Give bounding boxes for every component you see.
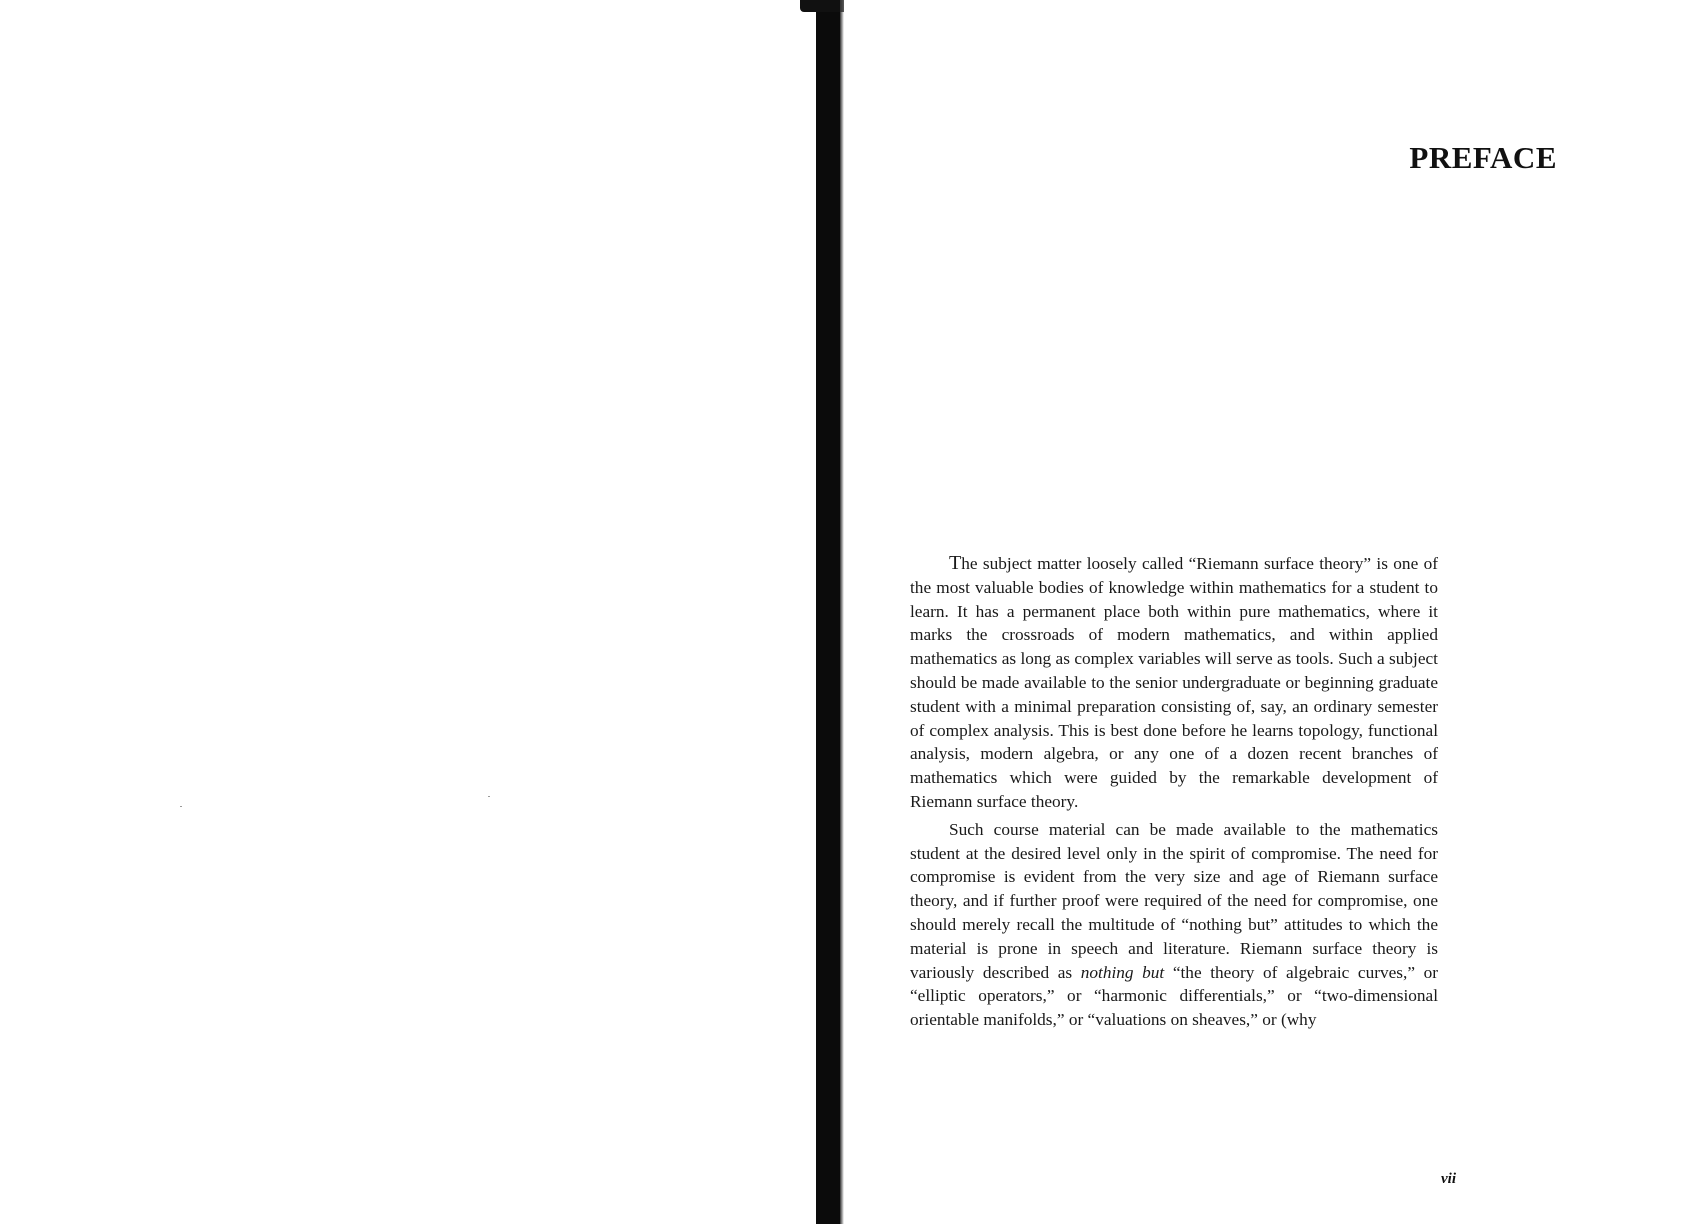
right-page [844,0,1684,1224]
left-page-blank [0,0,812,1224]
scan-speck [488,796,490,797]
page-number: vii [1441,1171,1456,1187]
preface-body [910,552,1438,1032]
page-title: PREFACE [1409,140,1557,175]
paragraph-1-text: he subject matter loosely called “Riemann surface theory” is one of the most valuable bodies of knowledge within mathematics for a student to learn. It has a permanent place both within pure mathematics, where it marks the crossroads of modern mathematics, and within applied mathematics as long as complex variables will serve as tools. Such a subject should be made available to the senior undergraduate or beginning graduate student with a minimal preparation consisting of, say, an ordinary semester of complex analysis. This is best done before he learns topology, functional analysis, modern algebra, or any one of a dozen recent branches of mathematics which were guided by the remarkable development of Riemann surface theory. [910,554,1438,811]
paragraph-2-italic-phrase: nothing but [1080,962,1165,982]
book-gutter-shadow [816,0,840,1224]
paragraph-2-text-start: Such course material can be made available to the mathematics student at the desired level only in the spirit of compromise. The need for compromise is evident from the very size and age of Riemann surface theory, and if further proof were required of the need for compromise, one should merely recall the multitude of “nothing but” attitudes to which the material is prone in speech and literature. Riemann surface theory is variously described as [910,819,1438,982]
paragraph-1-lead-letter: T [949,552,962,574]
paragraph-1 [910,552,1438,814]
paragraph-2 [910,818,1438,1032]
paragraph-2-text-end: “the theory of algebraic curves,” or “elliptic operators,” or “harmonic differentials,” or “two-dimensional orientable manifolds,” or “valuations on sheaves,” or (why [910,962,1438,1030]
scan-speck [180,806,182,807]
